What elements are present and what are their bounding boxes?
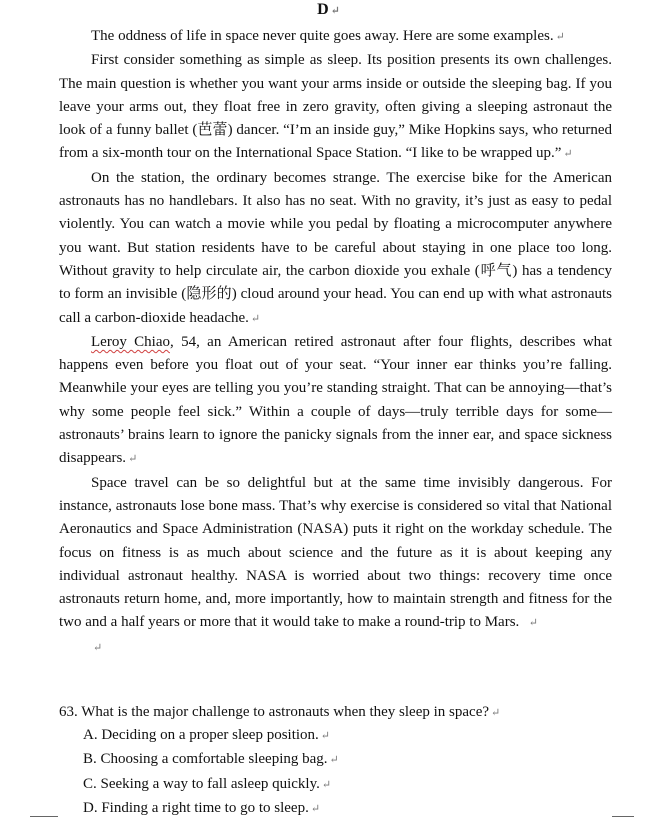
paragraph-5	[59, 472, 612, 636]
paragraph-mark-icon: ↵	[491, 707, 501, 719]
paragraph-mark-icon: ↵	[250, 312, 261, 325]
option-c-text: C. Seeking a way to fall asleep quickly.	[83, 775, 320, 792]
person-name: Leroy Chiao	[91, 333, 170, 350]
section-label: D	[317, 1, 329, 18]
option-c	[83, 773, 339, 797]
reading-passage	[59, 25, 612, 659]
empty-paragraph	[59, 636, 612, 659]
paragraph-mark-icon: ↵	[128, 453, 138, 466]
option-a-text: A. Deciding on a proper sleep position.	[83, 727, 319, 743]
option-a	[83, 724, 339, 748]
paragraph-2	[59, 49, 612, 166]
paragraph-mark-icon: ↵	[310, 802, 321, 815]
option-b	[83, 748, 339, 772]
paragraph-mark-icon: ↵	[93, 641, 103, 654]
paragraph-mark-icon: ↵	[330, 5, 340, 17]
paragraph-mark-icon: ↵	[320, 730, 330, 742]
paragraph-3	[59, 167, 612, 331]
paragraph-4-text: , 54, an American retired astronaut after four flights, describes what happens even before you float out of your seat. “Your inner ear thinks you’re falling. Meanwhile your eyes are telling you you’re standing straight. That can be annoying—that’s why some people feel sick.” Within a couple of days—truly terrible days for some—astronauts’ brains learn to ignore the panicky signals from the inner ear, and space sickness disappears.	[59, 333, 613, 467]
paragraph-1-text: The oddness of life in space never quite goes away. Here are some examples.	[91, 28, 554, 44]
option-d	[83, 797, 339, 821]
paragraph-1	[59, 25, 612, 49]
paragraph-3-text: On the station, the ordinary becomes strange. The exercise bike for the American astronauts has no handlebars. It also has no seat. With no gravity, it’s just as easy to pedal violently. You can watch a movie while you pedal by floating a microcomputer anywhere you want. But station residents have to be careful about staying in one place too long. Without gravity to help circulate air, the carbon dioxide you exhale (呼气) has a tendency to form an invisible (隐形的) cloud around your head. You can end up with what astronauts call a carbon-dioxide headache.	[59, 169, 612, 326]
paragraph-5-text: Space travel can be so delightful but at the same time invisibly dangerous. For instance, astronauts lose bone mass. That’s why exercise is considered so vital that National Aeronautics and Space Administration (NASA) puts it right on the workday schedule. The focus on fitness is as much about science and the future as it is about keeping any individual astronaut healthy. NASA is worried about two things: recovery time once astronauts return home, and, more importantly, how to maintain strength and fitness for the two and a half years or more that it would take to make a round-trip to Mars.	[59, 474, 612, 631]
paragraph-mark-icon: ↵	[321, 778, 332, 791]
option-b-text: B. Choosing a comfortable sleeping bag.	[83, 751, 328, 768]
paragraph-mark-icon: ↵	[563, 148, 573, 161]
option-d-text: D. Finding a right time to go to sleep.	[83, 799, 309, 816]
section-heading	[0, 1, 657, 20]
question-63	[59, 701, 500, 725]
paragraph-mark-icon: ↵	[329, 754, 339, 767]
paragraph-4	[59, 331, 612, 472]
paragraph-mark-icon: ↵	[528, 617, 539, 630]
question-text: 63. What is the major challenge to astronauts when they sleep in space?	[59, 704, 490, 720]
answer-options	[83, 724, 339, 821]
paragraph-mark-icon: ↵	[555, 31, 565, 43]
paragraph-2-text: First consider something as simple as sleep. Its position presents its own challenges. The main question is whether you want your arms inside or outside the sleeping bag. If you leave your arms out, they float free in zero gravity, often giving a sleeping astronaut the look of a funny ballet (芭蕾) dancer. “I’m an inside guy,” Mike Hopkins says, who returned from a six-month tour on the International Space Station. “I like to be wrapped up.”	[59, 52, 612, 162]
